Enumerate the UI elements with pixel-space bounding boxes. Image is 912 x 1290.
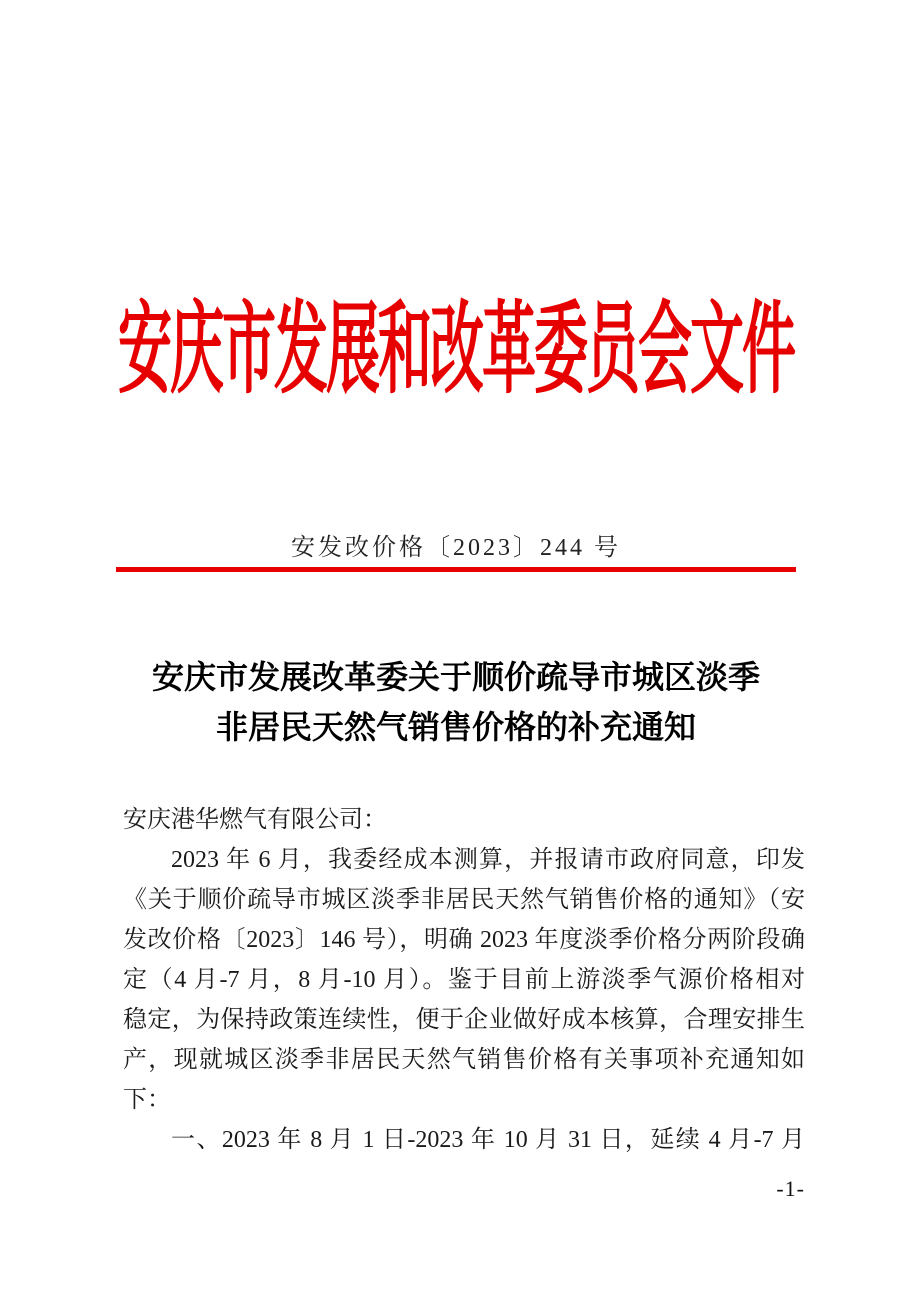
body-line: 《关于顺价疏导市城区淡季非居民天然气销售价格的通知》（安 [123,887,805,913]
body-line: 产，现就城区淡季非居民天然气销售价格有关事项补充通知如 [123,1047,805,1073]
body-line: 下： [123,1087,171,1113]
agency-masthead-title: 安庆市发展和改革委员会文件 [118,294,794,406]
recipient-line: 安庆港华燃气有限公司： [123,807,387,833]
document-title-line-2: 非居民天然气销售价格的补充通知 [215,709,696,745]
body-line: 发改价格〔2023〕146 号），明确 2023 年度淡季价格分两阶段确 [123,927,805,953]
body-line: 稳定，为保持政策连续性，便于企业做好成本核算，合理安排生 [123,1007,805,1033]
page-number: -1- [776,1176,805,1201]
body-line: 定（4 月-7 月，8 月-10 月）。鉴于目前上游淡季气源价格相对 [123,967,805,993]
document-reference-number: 安发改价格〔2023〕244 号 [291,535,621,561]
document-title-line-1: 安庆市发展改革委关于顺价疏导市城区淡季 [151,659,760,695]
document-title [0,652,912,752]
document-body [123,800,805,1160]
red-divider-line [116,567,796,572]
body-line: 2023 年 6 月，我委经成本测算，并报请市政府同意，印发 [171,847,805,873]
body-line: 一、2023 年 8 月 1 日-2023 年 10 月 31 日，延续 4 月-7 月 [171,1127,805,1153]
